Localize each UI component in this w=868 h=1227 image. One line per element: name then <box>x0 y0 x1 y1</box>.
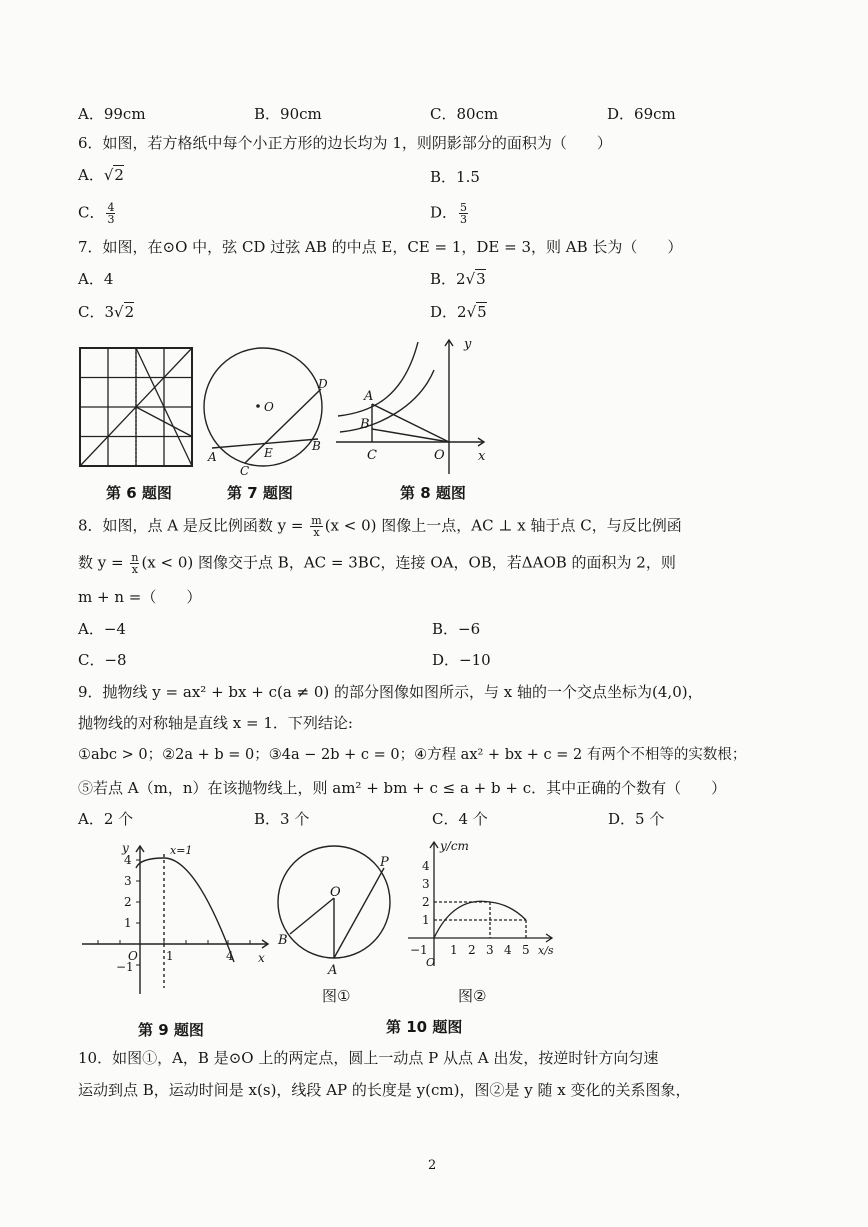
page-number: 2 <box>428 1158 437 1173</box>
figure-10-1-circle <box>276 840 398 978</box>
q8-line-3: m + n =（ ） <box>78 588 202 606</box>
fig8-label-b: B <box>360 417 370 432</box>
q10-line-2: 运动到点 B，运动时间是 x(s)，线段 AP 的长度是 y(cm)，图②是 y 随 x 变化的关系图象， <box>78 1081 691 1099</box>
fig10-2-x-tick-1: 1 <box>450 943 458 957</box>
fig10-2-tick-3: 3 <box>422 877 430 891</box>
q7-option-c: C．3√2 <box>78 303 135 321</box>
q8-option-d: D．−10 <box>432 651 491 669</box>
fig10-2-x-tick-2: 2 <box>468 943 476 957</box>
fig7-label-a: A <box>208 450 217 464</box>
fig10-1-label-b: B <box>278 933 288 948</box>
fig9-origin-label: O <box>128 949 138 963</box>
figure-10-1-caption: 图① <box>322 987 351 1005</box>
q5-option-a: A．99cm <box>78 105 146 123</box>
fig7-label-c: C <box>240 464 250 478</box>
q8-option-c: C．−8 <box>78 651 127 669</box>
fig9-tick-3: 3 <box>124 874 132 888</box>
q9-option-c: C．4 个 <box>432 810 488 828</box>
fig10-2-tick-2: 2 <box>422 895 430 909</box>
figure-9-parabola <box>78 838 274 1000</box>
fig10-2-x-label: x/s <box>538 944 554 957</box>
q7-option-b: B．2√3 <box>430 270 486 288</box>
fig9-x-tick-1: 1 <box>166 949 174 963</box>
fig10-2-y-label: y/cm <box>440 839 469 853</box>
fig10-2-tick-minus-1: −1 <box>410 943 428 957</box>
q8-line-2: 数 y = $\frac{n}{x}$ (x < 0) 图像交于点 B，AC = 3BC，连接 OA，OB，若ΔAOB 的面积为 2，则 <box>78 551 676 576</box>
fig7-label-o: O <box>264 400 274 414</box>
q6-option-c: C． $\frac{4}{3}$ <box>78 201 115 226</box>
figure-6-caption: 第 6 题图 <box>106 484 172 502</box>
q9-option-a: A．2 个 <box>78 810 134 828</box>
fig9-tick-1: 1 <box>124 916 132 930</box>
figure-7-circle <box>200 344 330 479</box>
figure-9-caption: 第 9 题图 <box>138 1021 204 1039</box>
q9-option-b: B．3 个 <box>254 810 310 828</box>
fig9-tick-4: 4 <box>124 853 132 867</box>
figure-10-2-graph <box>402 838 562 978</box>
fig8-label-c: C <box>367 448 377 463</box>
fig10-2-x-tick-4: 4 <box>504 943 512 957</box>
fig9-tick-minus-1: −1 <box>116 960 134 974</box>
fig8-label-a: A <box>364 389 374 404</box>
fig9-label-x: x <box>258 951 265 965</box>
q6-stem: 6．如图，若方格纸中每个小正方形的边长均为 1，则阴影部分的面积为（ ） <box>78 134 612 152</box>
q6-option-a: A．√2 <box>78 166 124 184</box>
q8-line-1: 8．如图，点 A 是反比例函数 y = $\frac{m}{x}$ (x < 0) 图像上一点，AC ⊥ x 轴于点 C，与反比例函 <box>78 514 682 539</box>
fig9-axis-of-symmetry-label: x=1 <box>170 844 193 857</box>
fig10-2-tick-4: 4 <box>422 859 430 873</box>
fig10-2-x-tick-3: 3 <box>486 943 494 957</box>
q5-option-c: C．80cm <box>430 105 499 123</box>
figure-6-grid <box>76 344 198 479</box>
fig7-label-b: B <box>312 439 321 453</box>
fig10-1-label-o: O <box>330 885 341 900</box>
q9-line-1: 9．抛物线 y = ax² + bx + c(a ≠ 0) 的部分图像如图所示，与 x 轴的一个交点坐标为(4,0)， <box>78 683 703 701</box>
q10-line-1: 10．如图①，A，B 是⊙O 上的两定点，圆上一动点 P 从点 A 出发，按逆时针方向匀速 <box>78 1049 659 1067</box>
q6-option-d: D． $\frac{5}{3}$ <box>430 201 468 226</box>
q5-option-d: D．69cm <box>607 105 676 123</box>
fig8-label-x: x <box>478 449 486 464</box>
q7-option-d: D．2√5 <box>430 303 487 321</box>
fig9-tick-2: 2 <box>124 895 132 909</box>
q9-line-3: ①abc > 0；②2a + b = 0；③4a − 2b + c = 0；④方程 ax² + bx + c = 2 有两个不相等的实数根； <box>78 747 747 763</box>
q8-option-a: A．−4 <box>78 620 126 638</box>
figure-8-hyperbolas <box>334 334 494 479</box>
q9-option-d: D．5 个 <box>608 810 665 828</box>
q5-option-b: B．90cm <box>254 105 322 123</box>
fig7-label-d: D <box>318 377 328 391</box>
fig8-label-y: y <box>464 337 472 352</box>
figure-10-2-caption: 图② <box>458 987 487 1005</box>
fig9-x-tick-4: 4 <box>226 949 234 963</box>
fig10-2-origin-label: O <box>426 956 436 969</box>
q9-line-2: 抛物线的对称轴是直线 x = 1．下列结论: <box>78 714 353 732</box>
fig9-label-y: y <box>122 841 129 855</box>
q6-option-b: B．1.5 <box>430 168 480 186</box>
fig10-1-label-a: A <box>328 963 338 978</box>
figure-8-caption: 第 8 题图 <box>400 484 466 502</box>
fig7-label-e: E <box>264 446 273 460</box>
q7-stem: 7．如图，在⊙O 中，弦 CD 过弦 AB 的中点 E，CE = 1，DE = 3，则 AB 长为（ ） <box>78 238 683 256</box>
figure-10-caption: 第 10 题图 <box>386 1018 463 1036</box>
q7-option-a: A．4 <box>78 270 114 288</box>
fig10-2-tick-1: 1 <box>422 913 430 927</box>
fig10-1-label-p: P <box>380 855 389 870</box>
q8-option-b: B．−6 <box>432 620 481 638</box>
fig8-label-o: O <box>434 448 445 463</box>
fig10-2-x-tick-5: 5 <box>522 943 530 957</box>
figure-7-caption: 第 7 题图 <box>227 484 293 502</box>
q9-line-4: ⑤若点 A（m，n）在该抛物线上，则 am² + bm + c ≤ a + b + c．其中正确的个数有（ ） <box>78 779 727 797</box>
